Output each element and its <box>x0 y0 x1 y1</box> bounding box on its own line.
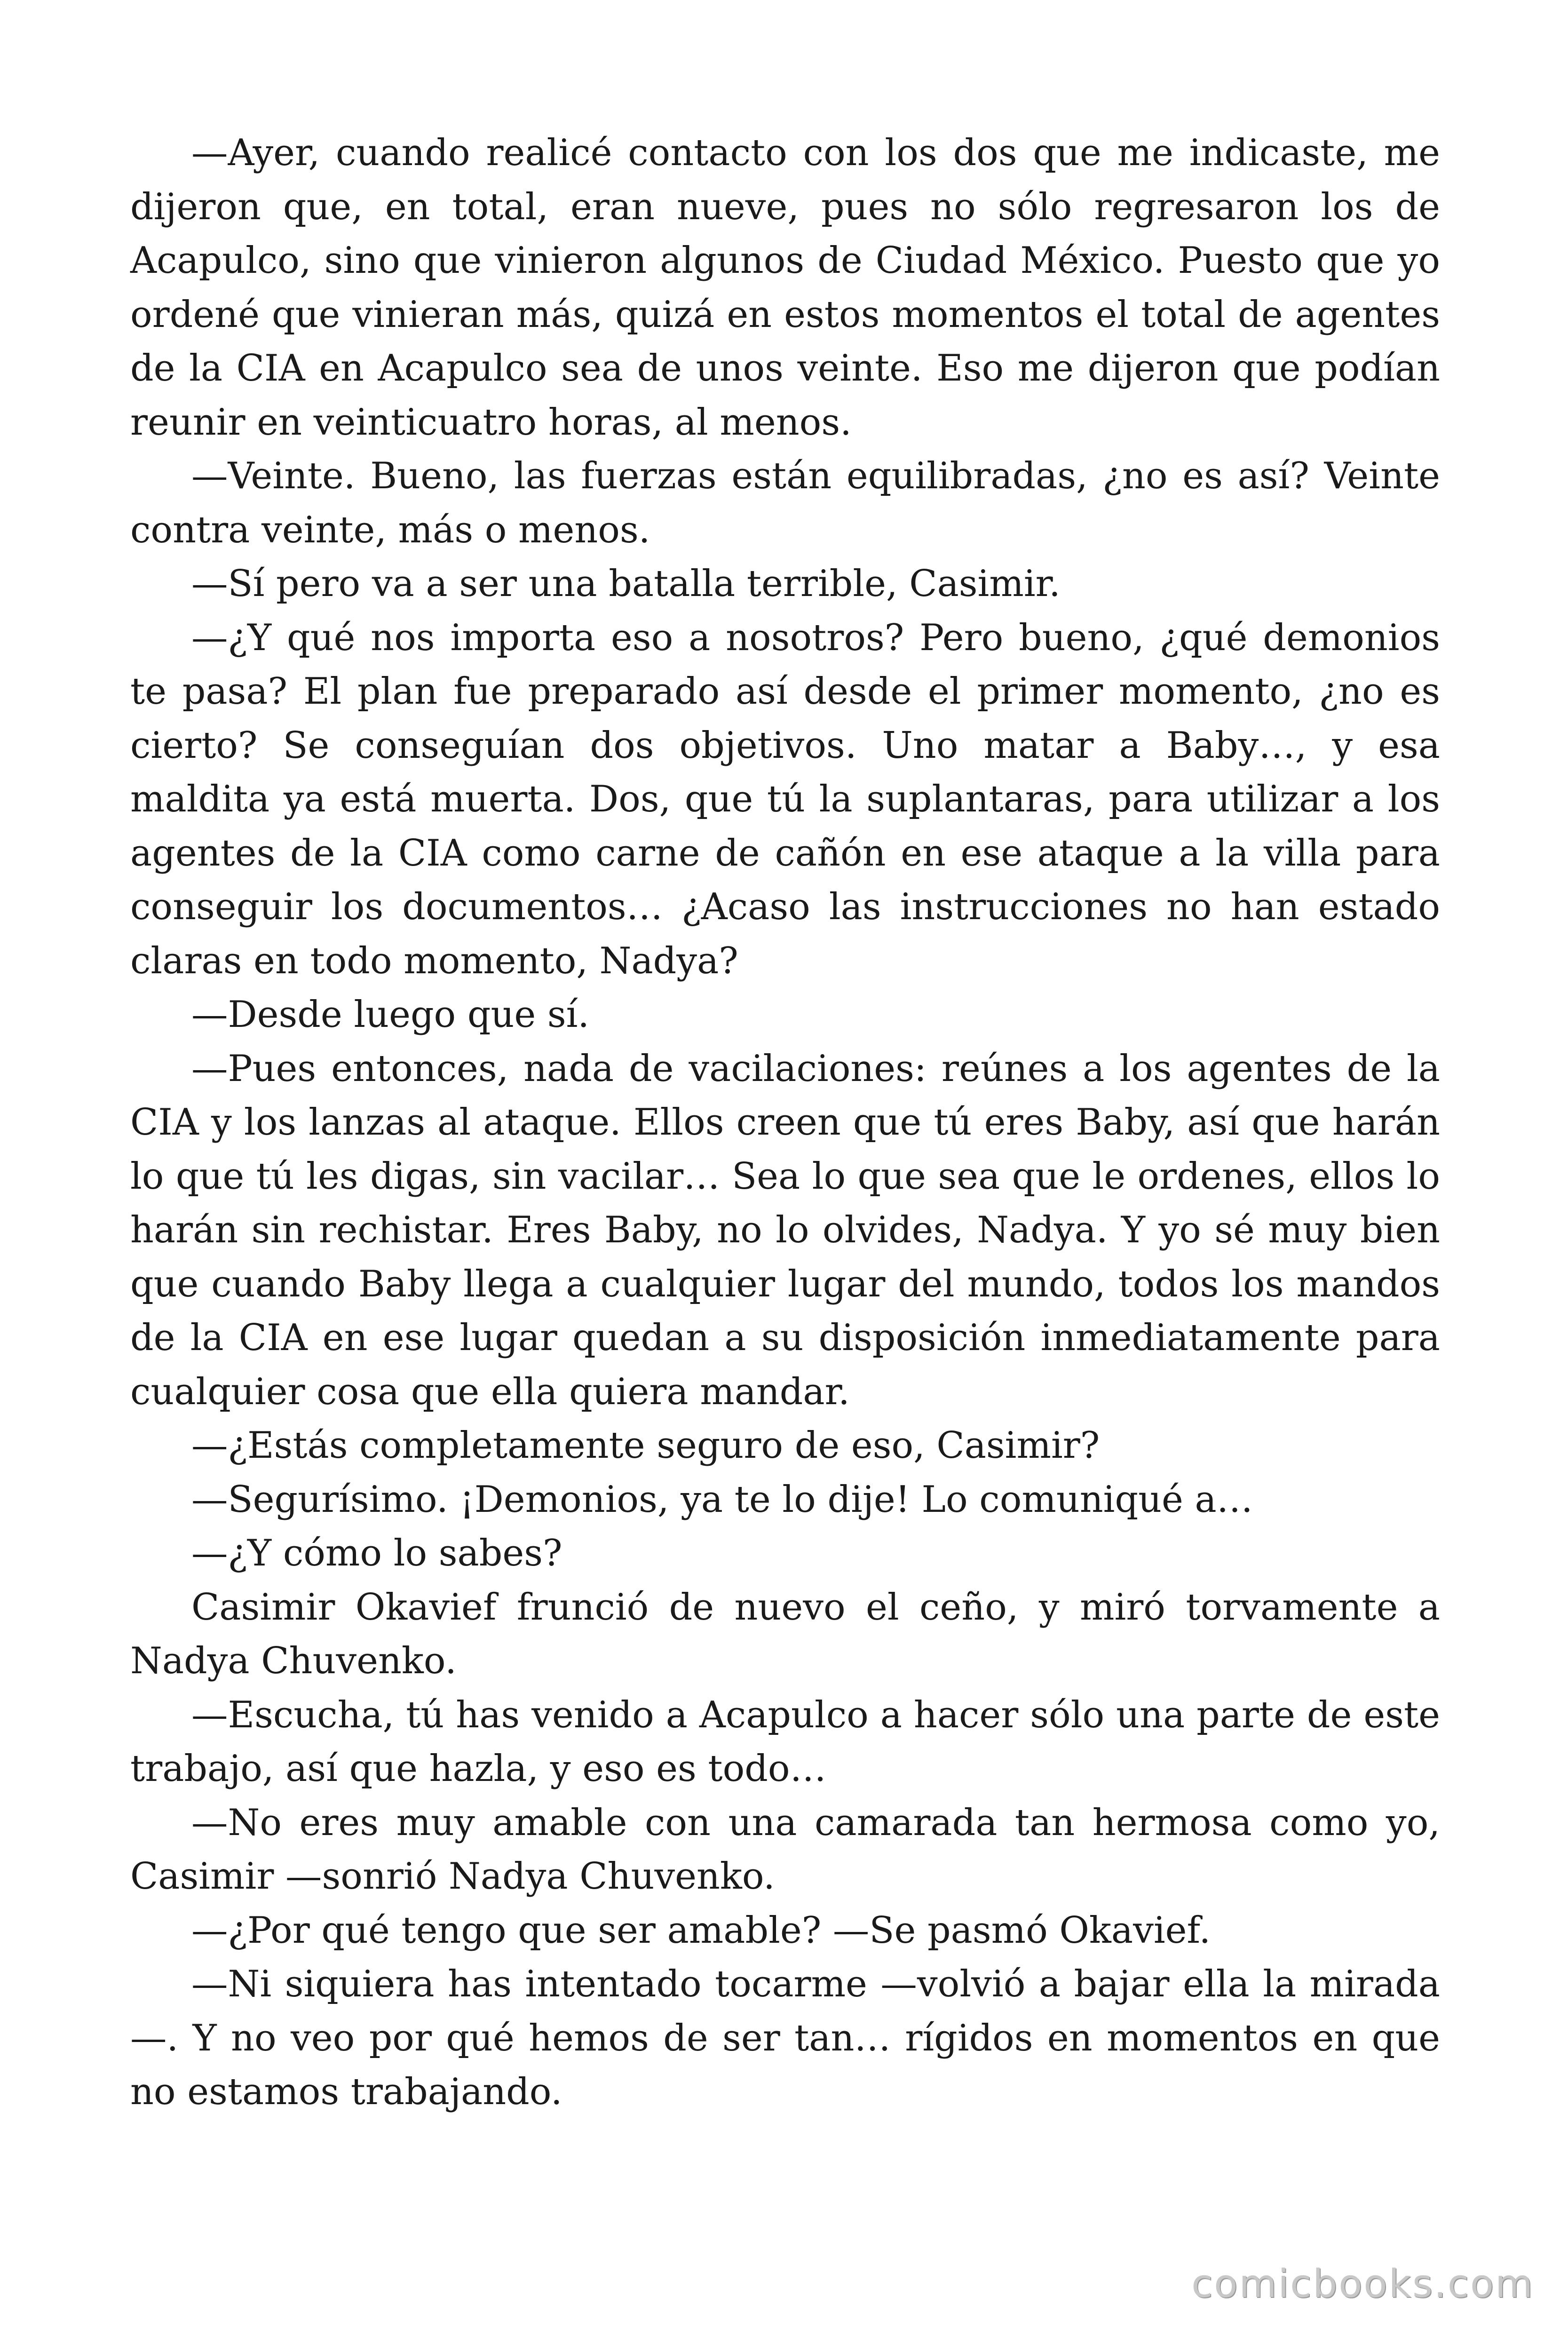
watermark-text: comicbooks.com <box>1191 2262 1534 2306</box>
paragraph: —¿Y qué nos importa eso a nosotros? Pero bueno, ¿qué demonios te pasa? El plan fue preparado así desde el primer momento, ¿no es cierto? Se conseguían dos objetivos. Uno matar a Baby…, y esa maldita ya está muerta. Dos, que tú la suplantaras, para utilizar a los agentes de la CIA como carne de cañón en ese ataque a la villa para conseguir los documentos… ¿Acaso las instrucciones no han estado claras en todo momento, Nadya? <box>130 616 1440 982</box>
paragraph: Casimir Okavief frunció de nuevo el ceño, y miró torvamente a Nadya Chuvenko. <box>130 1586 1440 1682</box>
paragraph: —¿Por qué tengo que ser amable? —Se pasmó Okavief. <box>191 1909 1211 1952</box>
paragraph: —¿Y cómo lo sabes? <box>191 1532 562 1574</box>
paragraph: —Segurísimo. ¡Demonios, ya te lo dije! Lo comuniqué a… <box>191 1478 1253 1521</box>
paragraph: —Desde luego que sí. <box>191 993 590 1036</box>
paragraph: —Ayer, cuando realicé contacto con los dos que me indicaste, me dijeron que, en total, eran nueve, pues no sólo regresaron los de Acapulco, sino que vinieron algunos de Ciudad México. Puesto que yo ordené que vinieran más, quizá en estos momentos el total de agentes de la CIA en Acapulco sea de unos veinte. Eso me dijeron que podían reunir en veinticuatro horas, al menos. <box>130 132 1440 444</box>
paragraph: —Veinte. Bueno, las fuerzas están equilibradas, ¿no es así? Veinte contra veinte, más o menos. <box>130 455 1440 551</box>
body-text <box>130 126 1440 2119</box>
paragraph: —Pues entonces, nada de vacilaciones: reúnes a los agentes de la CIA y los lanzas al ataque. Ellos creen que tú eres Baby, así que harán lo que tú les digas, sin vacilar… Sea lo que sea que le ordenes, ellos lo harán sin rechistar. Eres Baby, no lo olvides, Nadya. Y yo sé muy bien que cuando Baby llega a cualquier lugar del mundo, todos los mandos de la CIA en ese lugar quedan a su disposición inmediatamente para cualquier cosa que ella quiera mandar. <box>130 1047 1440 1413</box>
paragraph: —¿Estás completamente seguro de eso, Casimir? <box>191 1424 1100 1467</box>
paragraph: —Sí pero va a ser una batalla terrible, Casimir. <box>191 563 1061 605</box>
paragraph: —Escucha, tú has venido a Acapulco a hacer sólo una parte de este trabajo, así que hazla, y eso es todo… <box>130 1693 1440 1790</box>
paragraph: —No eres muy amable con una camarada tan hermosa como yo, Casimir —sonrió Nadya Chuvenko. <box>130 1801 1440 1898</box>
paragraph: —Ni siquiera has intentado tocarme —volvió a bajar ella la mirada—. Y no veo por qué hemos de ser tan… rígidos en momentos en que no estamos trabajando. <box>130 1963 1440 2113</box>
